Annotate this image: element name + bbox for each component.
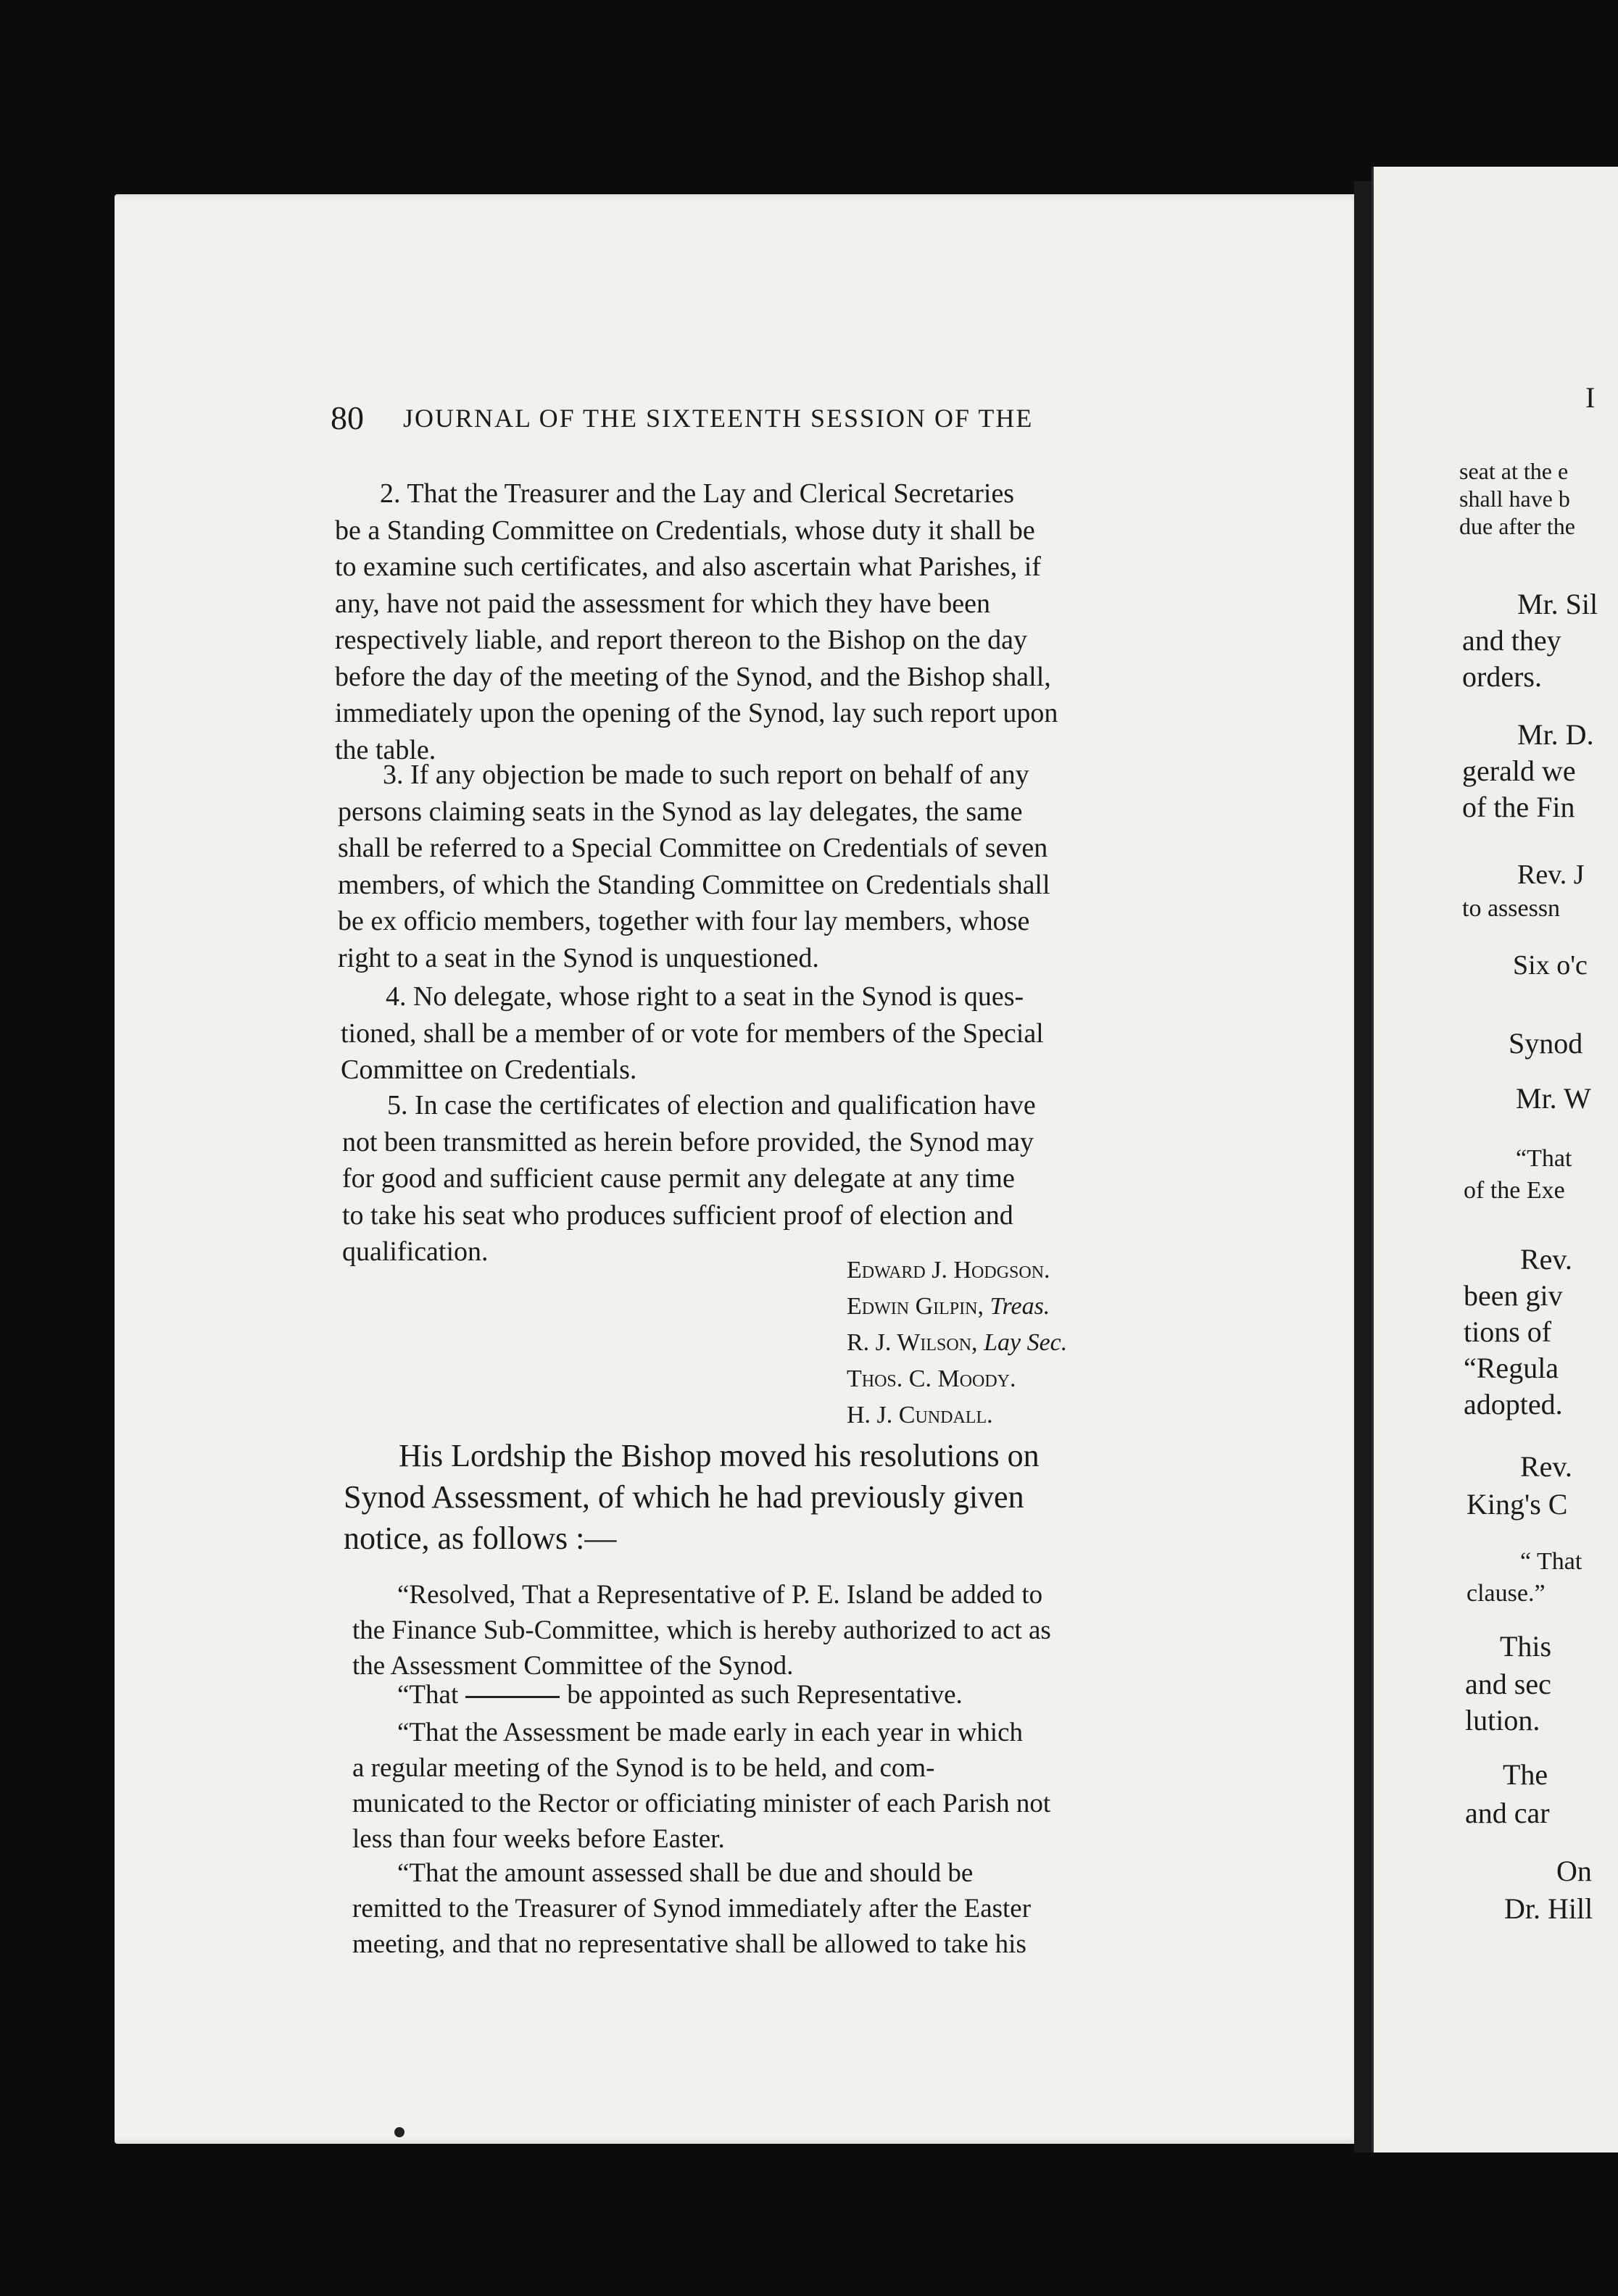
text-line: 3. If any objection be made to such report on behalf of any xyxy=(383,760,1029,790)
right-line: gerald we xyxy=(1462,754,1576,787)
right-line: of the Exe xyxy=(1464,1177,1565,1204)
text-line: not been transmitted as herein before provided, the Synod may xyxy=(342,1126,1034,1157)
right-line: orders. xyxy=(1462,660,1542,693)
resolution-4 xyxy=(352,1855,1208,1962)
text-line: be ex officio members, together with four lay members, whose xyxy=(338,906,1030,936)
signatory xyxy=(847,1397,1067,1434)
right-line: and they xyxy=(1462,624,1561,657)
right-line: Mr. D. xyxy=(1517,718,1594,751)
text-line: a regular meeting of the Synod is to be held, and com- xyxy=(352,1753,935,1783)
text-line: for good and sufficient cause permit any delegate at any time xyxy=(342,1163,1015,1194)
page-number: 80 xyxy=(331,399,364,436)
text-line: “That the amount assessed shall be due and should be xyxy=(397,1858,974,1888)
right-line: been giv xyxy=(1464,1279,1563,1312)
right-line: Rev. J xyxy=(1517,860,1585,890)
text-line: to examine such certificates, and also ascertain what Parishes, if xyxy=(335,552,1041,582)
ink-mark xyxy=(394,2127,404,2137)
signatory xyxy=(847,1361,1067,1397)
text-line: less than four weeks before Easter. xyxy=(352,1824,725,1854)
signatories xyxy=(847,1252,1067,1434)
text-line: to take his seat who produces sufficient proof of election and xyxy=(342,1199,1013,1231)
right-line: shall have b xyxy=(1459,486,1570,512)
text-line: respectively liable, and report thereon to the Bishop on the day xyxy=(335,625,1027,655)
right-line: Mr. Sil xyxy=(1517,588,1598,620)
text-line: persons claiming seats in the Synod as lay delegates, the same xyxy=(338,796,1023,827)
right-line: due after the xyxy=(1459,513,1575,539)
signatory-name: R. J. Wilson, xyxy=(847,1329,978,1356)
signatory-name: H. J. Cundall. xyxy=(847,1402,993,1428)
right-line: Dr. Hill xyxy=(1504,1892,1593,1925)
right-line: Rev. xyxy=(1520,1243,1572,1276)
text-line: municated to the Rector or officiating minister of each Parish not xyxy=(352,1789,1051,1818)
right-line: “That xyxy=(1516,1145,1572,1172)
text-line: His Lordship the Bishop moved his resolutions on xyxy=(399,1438,1040,1473)
text-line: immediately upon the opening of the Synod, lay such report upon xyxy=(335,698,1058,728)
text-line: shall be referred to a Special Committee on Credentials of seven xyxy=(338,833,1048,863)
right-line: Synod xyxy=(1509,1027,1583,1060)
resolution-1 xyxy=(352,1577,1208,1684)
text-line: any, have not paid the assessment for which they have been xyxy=(335,588,990,619)
right-line: and car xyxy=(1465,1797,1550,1829)
text-line: “Resolved, That a Representative of P. E. Island be added to xyxy=(397,1580,1043,1610)
right-line: of the Fin xyxy=(1462,791,1575,823)
signatory-name: Edward J. Hodgson. xyxy=(847,1257,1050,1284)
resolution-2 xyxy=(352,1677,1208,1713)
running-header: JOURNAL OF THE SIXTEENTH SESSION OF THE xyxy=(403,404,1034,433)
right-page xyxy=(1372,167,1618,2152)
right-line: tions of xyxy=(1464,1315,1552,1348)
paragraph-3 xyxy=(338,757,1193,976)
right-line: This xyxy=(1500,1630,1552,1663)
motion-intro xyxy=(344,1435,1208,1559)
right-line: adopted. xyxy=(1464,1388,1563,1421)
text-line: right to a seat in the Synod is unquestioned. xyxy=(338,942,819,973)
text-line: Synod Assessment, of which he had previously given xyxy=(344,1479,1024,1515)
text-line: 5. In case the certificates of election and qualification have xyxy=(387,1090,1036,1120)
right-line: seat at the e xyxy=(1459,458,1569,484)
signatory xyxy=(847,1252,1067,1289)
text-line: be a Standing Committee on Credentials, whose duty it shall be xyxy=(335,515,1035,546)
text-line: remitted to the Treasurer of Synod immediately after the Easter xyxy=(352,1894,1032,1923)
text-fragment: be appointed as such Representative. xyxy=(567,1680,963,1710)
right-line: lution. xyxy=(1465,1704,1540,1736)
text-line: notice, as follows :— xyxy=(344,1521,617,1556)
signatory xyxy=(847,1325,1067,1361)
text-line: “That the Assessment be made early in each year in which xyxy=(397,1718,1024,1747)
text-line: the Finance Sub-Committee, which is hereby authorized to act as xyxy=(352,1615,1051,1645)
book-spine xyxy=(1354,181,1372,2152)
text-line: the table. xyxy=(335,734,436,765)
right-line: On xyxy=(1556,1855,1592,1887)
text-line: before the day of the meeting of the Synod, and the Bishop shall, xyxy=(335,661,1051,692)
right-line: Six o'c xyxy=(1513,950,1588,981)
signatory-role: Treas. xyxy=(990,1293,1050,1320)
right-line: Rev. xyxy=(1520,1450,1572,1483)
signatory-role: Lay Sec. xyxy=(984,1329,1068,1356)
signatory xyxy=(847,1289,1067,1325)
right-line: and sec xyxy=(1465,1668,1551,1700)
right-line: “ That xyxy=(1520,1548,1582,1575)
right-line: Mr. W xyxy=(1516,1082,1591,1115)
text-line: Committee on Credentials. xyxy=(341,1055,637,1085)
right-header-fragment: I xyxy=(1585,381,1596,414)
paragraph-4 xyxy=(341,978,1196,1089)
right-line: “Regula xyxy=(1464,1352,1559,1384)
right-line: to assessn xyxy=(1462,895,1561,922)
right-line: The xyxy=(1503,1758,1548,1791)
paragraph-5 xyxy=(342,1087,1198,1270)
text-fragment: “That xyxy=(397,1680,459,1710)
paragraph-2 xyxy=(335,475,1190,768)
resolution-3 xyxy=(352,1715,1208,1857)
text-line: meeting, and that no representative shall be allowed to take his xyxy=(352,1929,1026,1959)
right-line: clause.” xyxy=(1466,1580,1546,1607)
text-line: the Assessment Committee of the Synod. xyxy=(352,1651,794,1681)
text-line: 2. That the Treasurer and the Lay and Clerical Secretaries xyxy=(380,478,1015,509)
text-line: qualification. xyxy=(342,1236,489,1267)
signatory-name: Edwin Gilpin, xyxy=(847,1293,984,1320)
blank-line xyxy=(465,1696,560,1698)
text-line: members, of which the Standing Committee on Credentials shall xyxy=(338,869,1050,900)
right-line: King's C xyxy=(1466,1488,1568,1521)
text-line: 4. No delegate, whose right to a seat in the Synod is ques- xyxy=(386,981,1024,1012)
signatory-name: Thos. C. Moody. xyxy=(847,1365,1016,1392)
text-line: tioned, shall be a member of or vote for members of the Special xyxy=(341,1018,1044,1049)
